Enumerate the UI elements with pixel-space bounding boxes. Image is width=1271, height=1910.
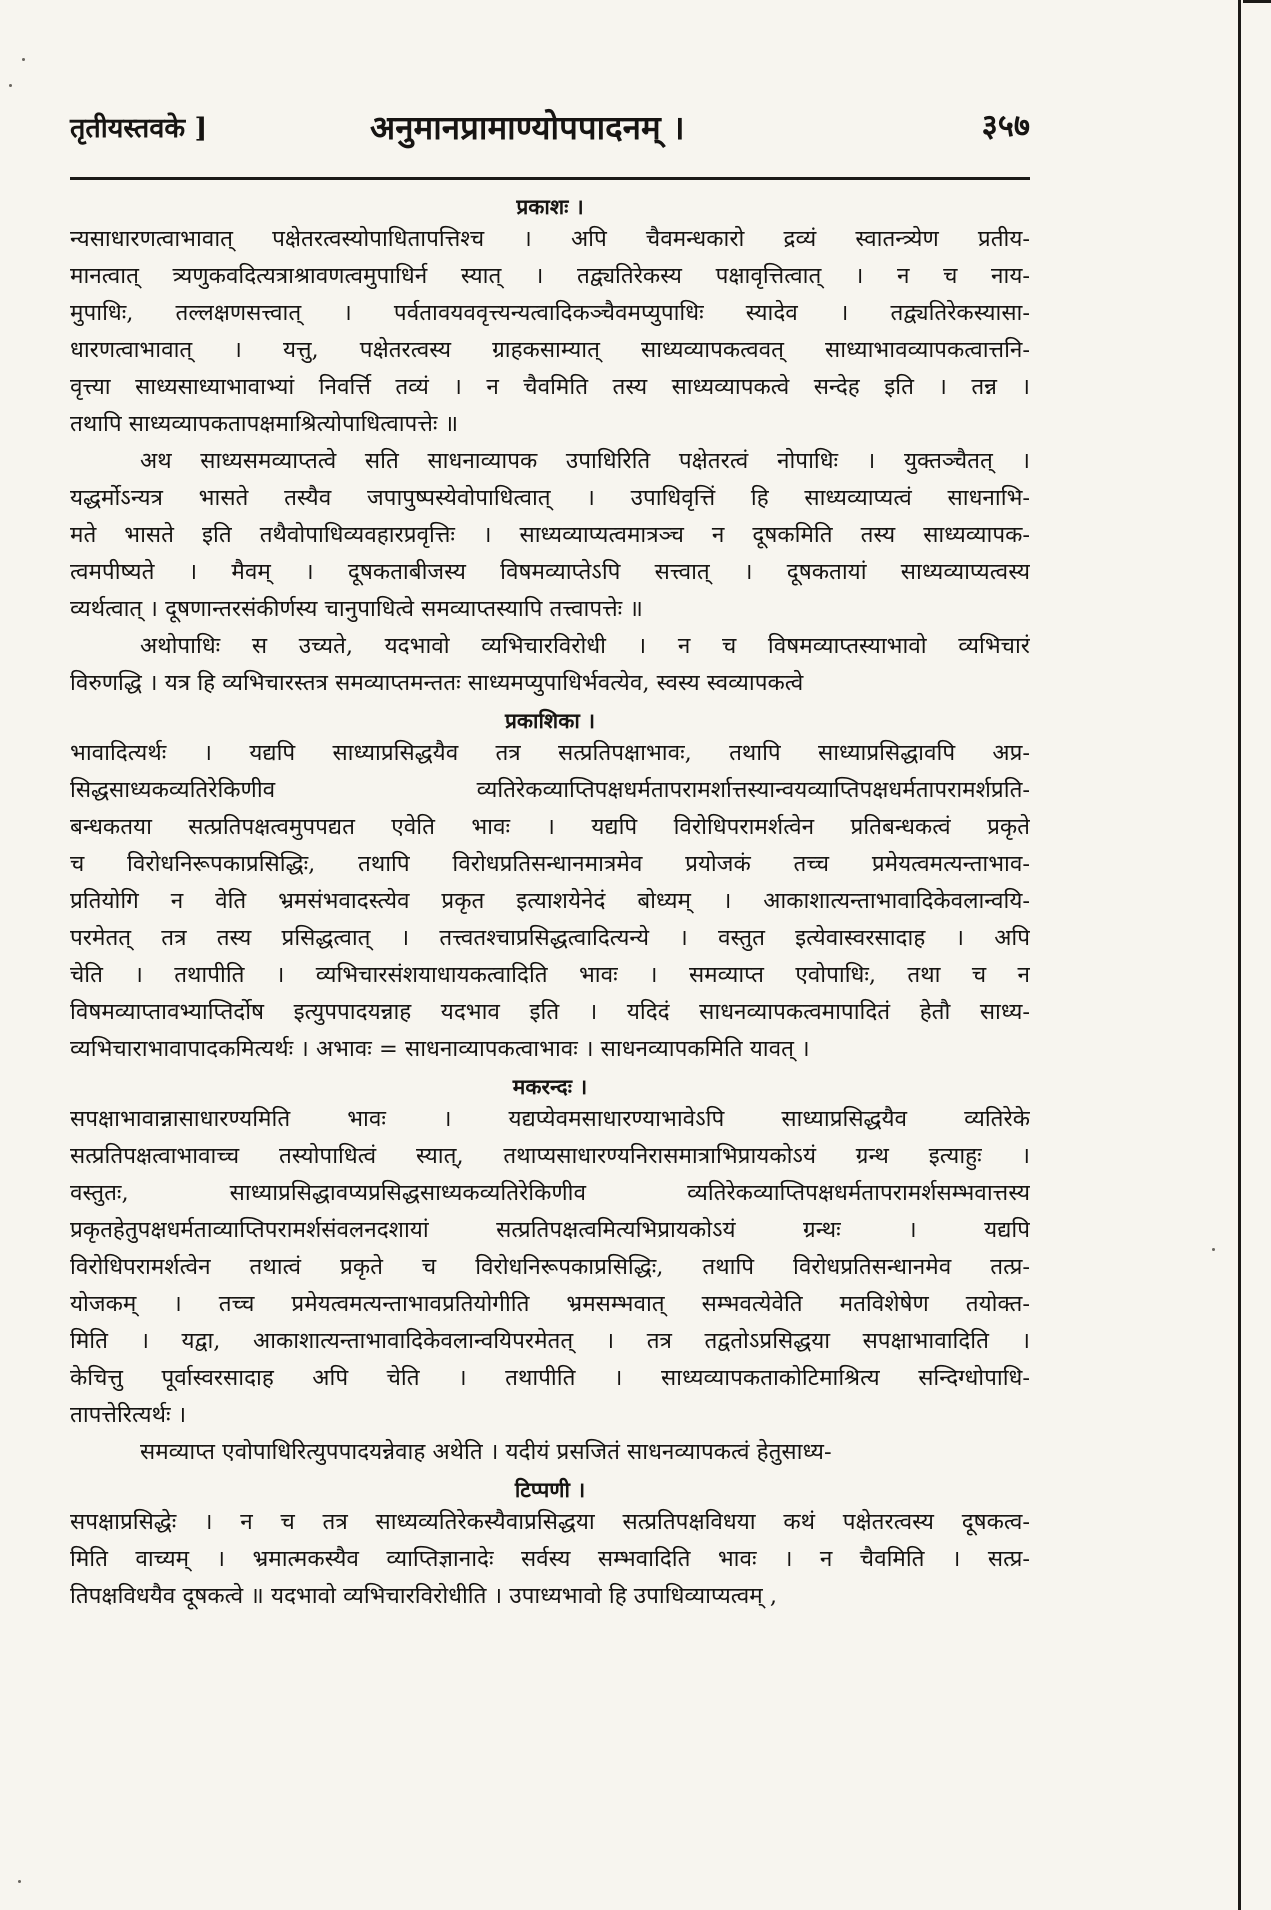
- header-rule: [70, 177, 1030, 180]
- text-line: व्यर्थत्वात् । दूषणान्तरसंकीर्णस्य चानुपाधित्वे समव्याप्तस्यापि तत्त्वापत्तेः ॥: [70, 596, 643, 622]
- page-number: ३५७: [981, 108, 1030, 144]
- paragraph: [70, 628, 1030, 702]
- section-title: टिप्पणी ।: [514, 1477, 586, 1502]
- text-line: तथापि साध्यव्यापकतापक्षमाश्रित्योपाधित्वापत्तेः ॥: [70, 411, 459, 437]
- text-line: न्यसाधारणत्वाभावात् पक्षेतरत्वस्योपाधितापत्तिश्च । अपि चैवमन्धकारो द्रव्यं स्वातन्त्र्येण प्रतीय-: [70, 226, 1030, 252]
- text-line: समव्याप्त एवोपाधिरित्युपपादयन्नेवाह अथेति । यदीयं प्रसजितं साधनव्यापकत्वं हेतुसाध्य-: [140, 1439, 832, 1465]
- text-line: मुपाधिः, तल्लक्षणसत्त्वात् । पर्वतावयववृत्त्यन्यत्वादिकञ्चैवमप्युपाधिः स्यादेव । तद्व्यतिरेकस्यासा-: [70, 300, 1030, 326]
- scan-speck: [9, 84, 12, 87]
- paragraph: [70, 735, 1030, 1068]
- text-line: केचित्तु पूर्वास्वरसादाह अपि चेति । तथापीति । साध्यव्यापकताकोटिमाश्रित्य सन्दिग्धोपाधि-: [70, 1365, 1030, 1391]
- paragraph: [70, 221, 1030, 443]
- paragraph: [70, 1434, 1030, 1471]
- scan-speck: [18, 1880, 21, 1883]
- text-line: वृत्त्या साध्यसाध्याभावाभ्यां निवर्त्ति तव्यं । न चैवमिति तस्य साध्यव्यापकत्वे सन्देह इति । तन्न ।: [70, 374, 1030, 400]
- paragraph: [70, 1504, 1030, 1615]
- text-line: तिपक्षविधयैव दूषकत्वे ॥ यदभावो व्यभिचारविरोधीति । उपाध्यभावो हि उपाधिव्याप्यत्वम् ,: [70, 1583, 778, 1609]
- text-line: सिद्धसाध्यकव्यतिरेकिणीव व्यतिरेकव्याप्तिपक्षधर्मतापरामर्शात्तस्यान्वयव्याप्तिपक्षधर्मतापरामर्शप्रति-: [70, 777, 1030, 803]
- text-line: सपक्षाप्रसिद्धेः । न च तत्र साध्यव्यतिरेकस्यैवाप्रसिद्धया सत्प्रतिपक्षविधया कथं पक्षेतरत्वस्य दूषकत्व-: [70, 1509, 1030, 1535]
- text-line: सपक्षाभावान्नासाधारण्यमिति भावः । यद्यप्येवमसाधारण्याभावेऽपि साध्याप्रसिद्धयैव व्यतिरेके: [70, 1106, 1030, 1132]
- text-line: मिति । यद्वा, आकाशात्यन्ताभावादिकेवलान्वयिपरमेतत् । तत्र तद्वतोऽप्रसिद्धया सपक्षाभावादिति ।: [70, 1328, 1030, 1354]
- paragraph: [70, 443, 1030, 628]
- text-line: योजकम् । तच्च प्रमेयत्वमत्यन्ताभावप्रतियोगीति भ्रमसम्भवात् सम्भवत्येवेति मतविशेषेण तयोक्त-: [70, 1291, 1030, 1317]
- text-line: व्यभिचाराभावापादकमित्यर्थः । अभावः = साधनाव्यापकत्वाभावः । साधनव्यापकमिति यावत् ।: [70, 1036, 810, 1062]
- text-line: प्रकृतहेतुपक्षधर्मताव्याप्तिपरामर्शसंवलनदशायां सत्प्रतिपक्षत्वमित्यभिप्रायकोऽयं ग्रन्थः । यद्यपि: [70, 1217, 1030, 1243]
- text-line: धारणत्वाभावात् । यत्तु, पक्षेतरत्वस्य ग्राहकसाम्यात् साध्यव्यापकत्ववत् साध्याभावव्यापकत्वात्तनि-: [70, 337, 1030, 363]
- text-line: भावादित्यर्थः । यद्यपि साध्याप्रसिद्धयैव तत्र सत्प्रतिपक्षाभावः, तथापि साध्याप्रसिद्धावपि अप्र-: [70, 740, 1030, 766]
- text-line: अथ साध्यसमव्याप्तत्वे सति साधनाव्यापक उपाधिरिति पक्षेतरत्वं नोपाधिः । युक्तञ्चैतत् ।: [140, 448, 1030, 474]
- text-line: मानत्वात् त्र्यणुकवदित्यत्राश्रावणत्वमुपाधिर्न स्यात् । तद्व्यतिरेकस्य पक्षावृत्तित्वात् । न च नाय-: [70, 263, 1030, 289]
- text-line: सत्प्रतिपक्षत्वाभावाच्च तस्योपाधित्वं स्यात्, तथाप्यसाधारण्यनिरासमात्राभिप्रायकोऽयं ग्रन्थ इत्याहुः ।: [70, 1143, 1030, 1169]
- text-line: मते भासते इति तथैवोपाधिव्यवहारप्रवृत्तिः । साध्यव्याप्यत्वमात्रञ्च न दूषकमिति तस्य साध्यव्यापक-: [70, 522, 1030, 548]
- scan-speck: [22, 58, 25, 61]
- corner-mark: [1243, 0, 1271, 13]
- text-line: प्रतियोगि न वेति भ्रमसंभवादस्त्येव प्रकृत इत्याशयेनेदं बोध्यम् । आकाशात्यन्ताभावादिकेवलान्वयि-: [70, 888, 1030, 914]
- running-header: [70, 100, 1030, 150]
- text-line: च विरोधनिरूपकाप्रसिद्धिः, तथापि विरोधप्रतिसन्धानमात्रमेव प्रयोजकं तच्च प्रमेयत्वमत्यन्ताभाव-: [70, 851, 1030, 877]
- text-line: चेति । तथापीति । व्यभिचारसंशयाधायकत्वादिति भावः । समव्याप्त एवोपाधिः, तथा च न: [70, 962, 1030, 988]
- text-line: विरुणद्धि । यत्र हि व्यभिचारस्तत्र समव्याप्तमन्ततः साध्यमप्युपाधिर्भवत्येव, स्वस्य स्वव्यापकत्वे: [70, 670, 804, 696]
- section-title: प्रकाशः ।: [516, 194, 584, 219]
- text-line: त्वमपीष्यते । मैवम् । दूषकताबीजस्य विषमव्याप्तेऽपि सत्त्वात् । दूषकतायां साध्यव्याप्यत्वस्य: [70, 559, 1030, 585]
- text-line: बन्धकतया सत्प्रतिपक्षत्वमुपपद्यत एवेति भावः । यद्यपि विरोधिपरामर्शत्वेन प्रतिबन्धकत्वं प्रकृते: [70, 814, 1030, 840]
- section-title: प्रकाशिका ।: [504, 708, 596, 733]
- section-title: मकरन्दः ।: [512, 1074, 588, 1099]
- text-line: तापत्तेरित्यर्थः ।: [70, 1402, 187, 1428]
- text-line: विषमव्याप्तावभ्याप्तिर्दोष इत्युपपादयन्नाह यदभाव इति । यदिदं साधनव्यापकत्वमापादितं हेतौ साध्य-: [70, 999, 1030, 1025]
- paragraph: [70, 1101, 1030, 1434]
- text-line: विरोधिपरामर्शत्वेन तथात्वं प्रकृते च विरोधनिरूपकाप्रसिद्धिः, तथापि विरोधप्रतिसन्धानमेव तत्प्र-: [70, 1254, 1030, 1280]
- text-line: मिति वाच्यम् । भ्रमात्मकस्यैव व्याप्तिज्ञानादेः सर्वस्य सम्भवादिति भावः । न चैवमिति । सत्प्र-: [70, 1546, 1030, 1572]
- text-line: अथोपाधिः स उच्यते, यदभावो व्यभिचारविरोधी । न च विषमव्याप्तस्याभावो व्यभिचारं: [140, 633, 1030, 659]
- page-edge-rule: [1238, 0, 1241, 1910]
- text-line: परमेतत् तत्र तस्य प्रसिद्धत्वात् । तत्त्वतश्चाप्रसिद्धत्वादित्यन्ये । वस्तुत इत्येवास्वरसादाह । अपि: [70, 925, 1030, 951]
- text-line: वस्तुतः, साध्याप्रसिद्धावप्यप्रसिद्धसाध्यकव्यतिरेकिणीव व्यतिरेकव्याप्तिपक्षधर्मतापरामर्शसम्भवात्तस्य: [70, 1180, 1030, 1206]
- header-chapter: तृतीयस्तवके ]: [70, 113, 208, 144]
- scan-speck: [1212, 1248, 1215, 1251]
- text-line: यद्धर्मोऽन्यत्र भासते तस्यैव जपापुष्पस्येवोपाधित्वात् । उपाधिवृत्तिं हि साध्यव्याप्यत्वं साधनाभि-: [70, 485, 1030, 511]
- page-body: [70, 188, 1030, 1615]
- header-title: अनुमानप्रामाण्योपपादनम् ।: [370, 108, 685, 147]
